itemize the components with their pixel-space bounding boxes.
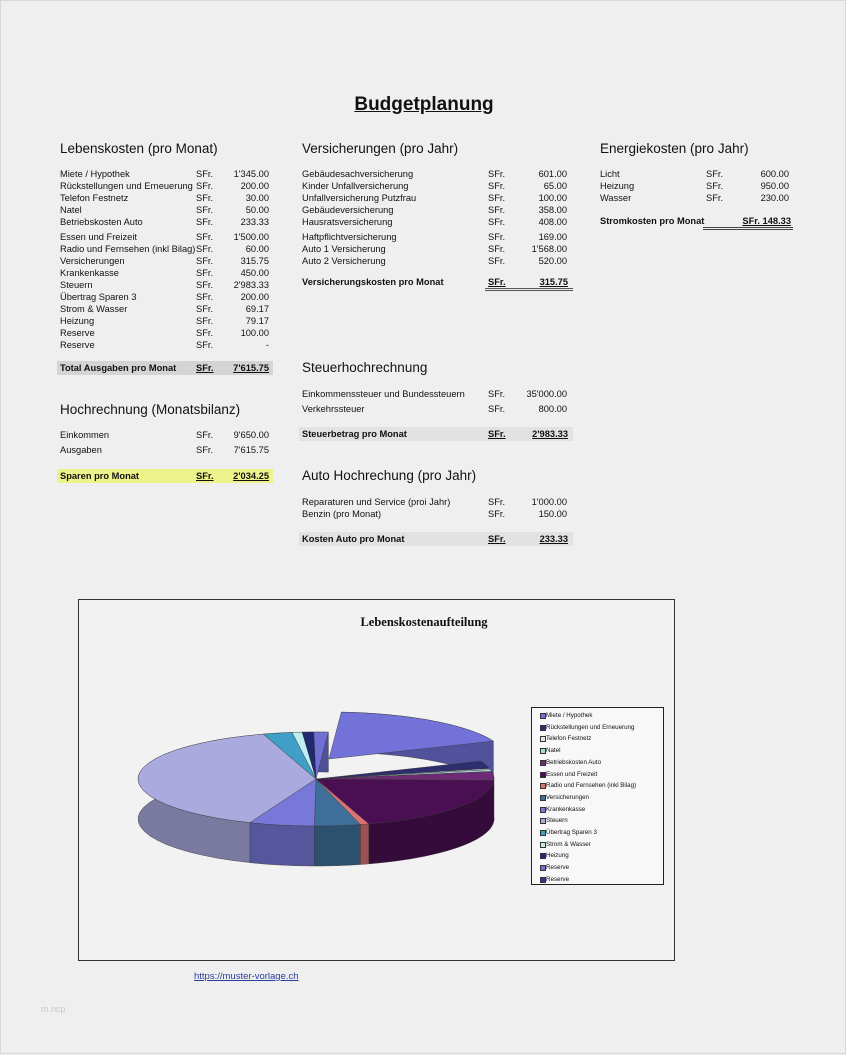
row-label: Übertrag Sparen 3 <box>60 292 137 302</box>
row-currency: SFr. <box>488 232 506 242</box>
legend-swatch <box>540 772 546 778</box>
legend-item <box>546 864 569 871</box>
legend-swatch <box>540 877 546 883</box>
pie-slice-side <box>250 823 315 866</box>
total-amount: 315.75 <box>539 277 568 287</box>
row-amount: 1'000.00 <box>531 497 567 507</box>
row-currency: SFr. <box>196 268 214 278</box>
energie-heading: Energiekosten (pro Jahr) <box>600 141 749 156</box>
total-amount: 233.33 <box>539 534 568 544</box>
row-currency: SFr. <box>196 244 214 254</box>
row-amount: 2'983.33 <box>233 280 269 290</box>
row-currency: SFr. <box>706 181 724 191</box>
total-label: Versicherungskosten pro Monat <box>302 277 444 287</box>
row-label: Reparaturen und Service (proi Jahr) <box>302 497 451 507</box>
total-label: Sparen pro Monat <box>60 471 140 481</box>
row-label: Einkommen <box>60 430 110 440</box>
row-amount: 60.00 <box>245 244 269 254</box>
row-amount: 9'650.00 <box>233 430 269 440</box>
row-amount: 520.00 <box>538 256 567 266</box>
row-currency: SFr. <box>196 292 214 302</box>
row-amount: - <box>265 340 269 350</box>
total-currency: SFr. <box>488 534 506 544</box>
row-currency: SFr. <box>488 205 506 215</box>
row-label: Reserve <box>60 328 95 338</box>
total-label: Steuerbetrag pro Monat <box>302 429 407 439</box>
total-label: Stromkosten pro Monat <box>600 216 705 226</box>
row-currency: SFr. <box>488 389 506 399</box>
row-label: Krankenkasse <box>60 268 119 278</box>
pie-slice-side <box>360 824 369 865</box>
row-amount: 35'000.00 <box>526 389 567 399</box>
legend-item <box>546 806 585 813</box>
row-amount: 450.00 <box>240 268 269 278</box>
row-currency: SFr. <box>196 280 214 290</box>
legend-item <box>546 794 589 801</box>
total-currency: SFr. <box>196 471 214 481</box>
legend-label: Reserve <box>546 875 570 883</box>
legend-swatch <box>540 748 546 754</box>
row-currency: SFr. <box>196 256 214 266</box>
legend-item <box>546 782 636 789</box>
row-currency: SFr. <box>488 169 506 179</box>
row-currency: SFr. <box>706 169 724 179</box>
row-amount: 600.00 <box>760 169 789 179</box>
row-amount: 601.00 <box>538 169 567 179</box>
row-amount: 1'568.00 <box>531 244 567 254</box>
row-currency: SFr. <box>196 205 214 215</box>
legend-swatch <box>540 853 546 859</box>
row-label: Wasser <box>600 193 632 203</box>
legend-item <box>546 724 634 731</box>
row-amount: 1'345.00 <box>233 169 269 179</box>
total-currency: SFr. <box>488 277 506 287</box>
legend-swatch <box>540 713 546 719</box>
legend-label: Radio und Fernsehen (inkl Bilag) <box>546 782 637 790</box>
row-amount: 200.00 <box>240 181 269 191</box>
row-amount: 950.00 <box>760 181 789 191</box>
row-label: Haftpflichtversicherung <box>302 232 397 242</box>
legend-label: Übertrag Sparen 3 <box>546 829 597 836</box>
legend-item <box>546 841 591 848</box>
footer-link[interactable]: https://muster-vorlage.ch <box>194 971 299 982</box>
row-amount: 169.00 <box>538 232 567 242</box>
row-label: Kinder Unfallversicherung <box>302 181 409 191</box>
row-amount: 100.00 <box>538 193 567 203</box>
legend-swatch <box>540 725 546 731</box>
pie-slice-side <box>314 825 360 867</box>
row-currency: SFr. <box>196 316 214 326</box>
row-label: Heizung <box>60 316 95 326</box>
row-amount: 1'500.00 <box>233 232 269 242</box>
watermark: m.ncp <box>41 1004 66 1014</box>
total-amount: 7'615.75 <box>233 363 269 373</box>
total-amount: 2'034.25 <box>233 471 269 481</box>
row-currency: SFr. <box>196 430 214 440</box>
versicherungen-heading: Versicherungen (pro Jahr) <box>302 141 459 156</box>
row-currency: SFr. <box>706 193 724 203</box>
legend-label: Versicherungen <box>546 793 589 801</box>
row-currency: SFr. <box>488 244 506 254</box>
row-label: Heizung <box>600 181 635 191</box>
row-currency: SFr. <box>196 328 214 338</box>
row-label: Essen und Freizeit <box>60 232 137 242</box>
total-label: Kosten Auto pro Monat <box>302 534 405 544</box>
row-amount: 65.00 <box>543 181 567 191</box>
row-label: Strom & Wasser <box>60 304 128 314</box>
row-currency: SFr. <box>196 340 214 350</box>
steuer-heading: Steuerhochrechnung <box>302 360 428 375</box>
total-currency: SFr. <box>196 363 214 373</box>
row-label: Unfallversicherung Putzfrau <box>302 193 417 203</box>
chart-title: Lebenskostenaufteilung <box>360 615 488 629</box>
row-currency: SFr. <box>196 193 214 203</box>
legend-swatch <box>540 865 546 871</box>
legend-swatch <box>540 842 546 848</box>
legend-label: Telefon Festnetz <box>546 735 592 743</box>
legend-label: Heizung <box>546 852 569 860</box>
legend-label: Miete / Hypothek <box>546 712 593 719</box>
row-amount: 408.00 <box>538 217 567 227</box>
row-label: Licht <box>600 169 620 179</box>
row-amount: 100.00 <box>240 328 269 338</box>
legend-item <box>546 876 569 883</box>
total-currency: SFr. <box>488 429 506 439</box>
row-label: Auto 2 Versicherung <box>302 256 386 266</box>
row-currency: SFr. <box>488 509 506 519</box>
row-currency: SFr. <box>196 217 214 227</box>
row-label: Gebäudeversicherung <box>302 205 394 215</box>
legend-label: Krankenkasse <box>546 805 586 813</box>
row-label: Einkommenssteuer und Bundessteuern <box>302 389 465 399</box>
legend-item <box>546 735 591 742</box>
row-label: Betriebskosten Auto <box>60 217 143 227</box>
legend-item <box>546 817 568 824</box>
hochrechnung-heading: Hochrechnung (Monatsbilanz) <box>60 402 241 417</box>
lebenskosten-heading: Lebenskosten (pro Monat) <box>60 141 218 156</box>
row-amount: 7'615.75 <box>233 445 269 455</box>
row-label: Ausgaben <box>60 445 102 455</box>
row-amount: 30.00 <box>245 193 269 203</box>
pie-tops <box>138 712 494 826</box>
row-amount: 230.00 <box>760 193 789 203</box>
row-label: Versicherungen <box>60 256 125 266</box>
row-currency: SFr. <box>488 497 506 507</box>
legend-item <box>546 852 569 859</box>
row-currency: SFr. <box>196 232 214 242</box>
legend-swatch <box>540 807 546 813</box>
legend-item <box>546 829 597 836</box>
row-amount: 79.17 <box>245 316 269 326</box>
row-label: Gebäudesachversicherung <box>302 169 414 179</box>
legend-swatch <box>540 783 546 789</box>
total-amount: SFr. 148.33 <box>742 216 791 226</box>
row-label: Natel <box>60 205 82 215</box>
chart-legend <box>531 707 664 885</box>
row-amount: 233.33 <box>240 217 269 227</box>
row-label: Miete / Hypothek <box>60 169 130 179</box>
legend-swatch <box>540 795 546 801</box>
row-amount: 800.00 <box>538 404 567 414</box>
legend-label: Essen und Freizeit <box>546 770 598 778</box>
row-label: Reserve <box>60 340 95 350</box>
row-label: Steuern <box>60 280 93 290</box>
legend-swatch <box>540 818 546 824</box>
total-label: Total Ausgaben pro Monat <box>60 363 177 373</box>
row-amount: 50.00 <box>245 205 269 215</box>
row-currency: SFr. <box>488 181 506 191</box>
row-label: Radio und Fernsehen (inkl Bilag) <box>60 244 196 254</box>
row-currency: SFr. <box>488 217 506 227</box>
auto-heading: Auto Hochrechung (pro Jahr) <box>302 468 477 483</box>
row-amount: 200.00 <box>240 292 269 302</box>
legend-item <box>546 771 597 778</box>
row-currency: SFr. <box>196 181 214 191</box>
legend-label: Reserve <box>546 864 570 872</box>
row-currency: SFr. <box>196 169 214 179</box>
legend-swatch <box>540 736 546 742</box>
legend-item <box>546 712 592 719</box>
pie-chart <box>1 1 846 1055</box>
page-title: Budgetplanung <box>354 94 494 115</box>
row-currency: SFr. <box>488 404 506 414</box>
row-currency: SFr. <box>196 445 214 455</box>
total-amount: 2'983.33 <box>532 429 568 439</box>
legend-label: Natel <box>546 747 561 755</box>
legend-label: Rückstellungen und Erneuerung <box>546 723 635 731</box>
legend-item <box>546 747 560 754</box>
legend-label: Betriebskosten Auto <box>546 758 602 766</box>
row-amount: 315.75 <box>240 256 269 266</box>
legend-label: Steuern <box>546 817 568 825</box>
row-currency: SFr. <box>196 304 214 314</box>
legend-item <box>546 759 601 766</box>
row-amount: 358.00 <box>538 205 567 215</box>
row-label: Hausratsversicherung <box>302 217 393 227</box>
row-label: Verkehrssteuer <box>302 404 365 414</box>
row-currency: SFr. <box>488 193 506 203</box>
row-label: Telefon Festnetz <box>60 193 129 203</box>
legend-label: Strom & Wasser <box>546 840 591 848</box>
row-amount: 150.00 <box>538 509 567 519</box>
row-label: Rückstellungen und Erneuerung <box>60 181 193 191</box>
row-currency: SFr. <box>488 256 506 266</box>
row-amount: 69.17 <box>245 304 269 314</box>
legend-swatch <box>540 760 546 766</box>
row-label: Benzin (pro Monat) <box>302 509 382 519</box>
row-label: Auto 1 Versicherung <box>302 244 386 254</box>
legend-swatch <box>540 830 546 836</box>
